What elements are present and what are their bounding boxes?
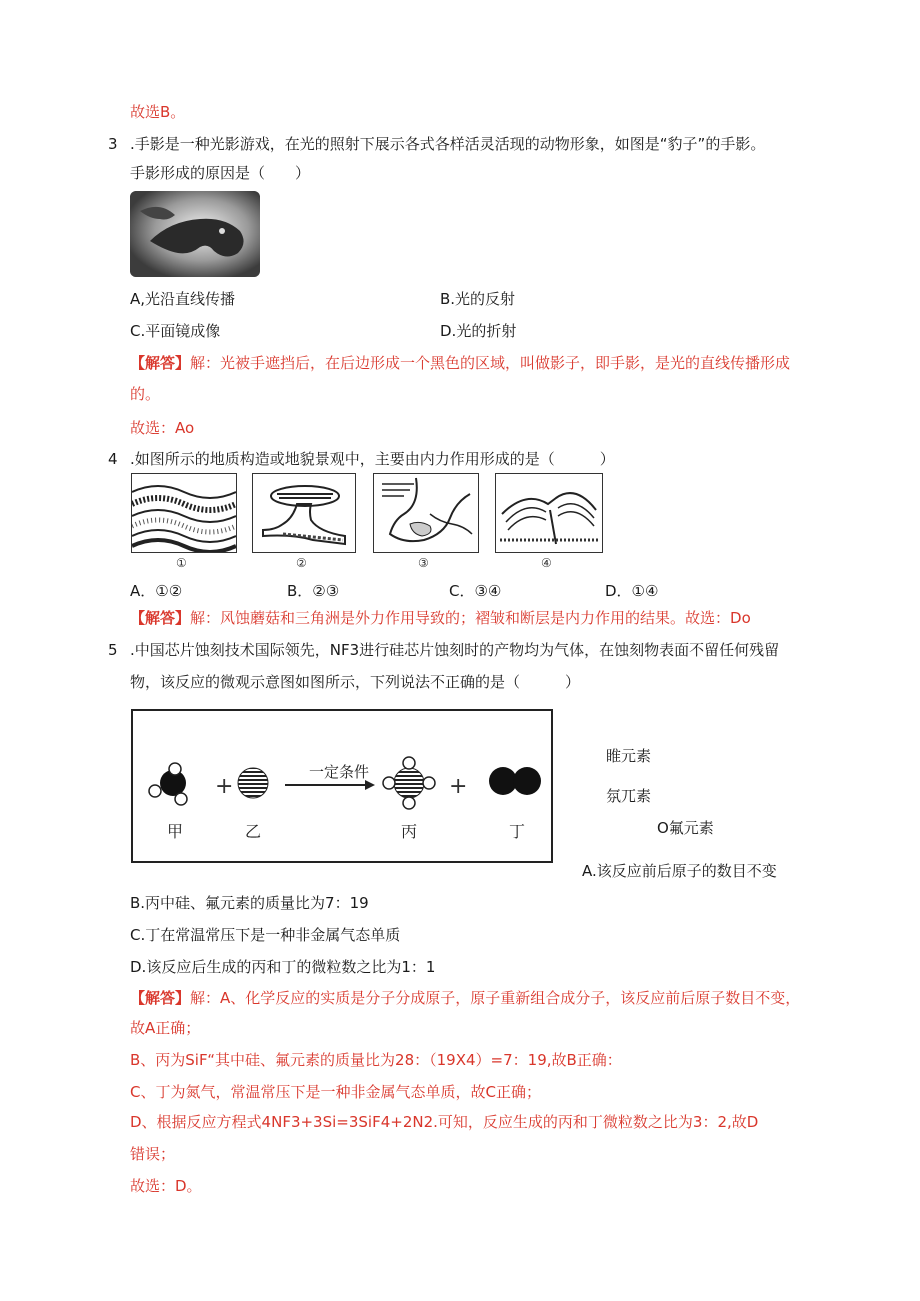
landform-figure-3 bbox=[373, 473, 479, 553]
hand-shadow-image bbox=[130, 191, 260, 277]
landform-figure-2 bbox=[252, 473, 356, 553]
q4-number: 4 bbox=[108, 450, 118, 468]
q4-option-d: D．①④ bbox=[605, 582, 659, 600]
q3-option-d: D.光的折射 bbox=[440, 322, 517, 340]
label-ding: 丁 bbox=[509, 822, 526, 841]
figure-label-4: ④ bbox=[541, 556, 552, 570]
plus-sign-2: + bbox=[449, 774, 468, 799]
figure-label-2: ② bbox=[296, 556, 307, 570]
label-bing: 丙 bbox=[401, 822, 418, 841]
legend-item-3: O氟元素 bbox=[657, 819, 714, 837]
molecule-bing-si bbox=[394, 768, 424, 798]
q4-answer-tag: 【解答】 bbox=[130, 609, 191, 627]
molecule-ding-n1 bbox=[489, 767, 517, 795]
q3-choice: 故选：Ao bbox=[130, 419, 195, 437]
q3-answer-text: 解：光被手遮挡后，在后边形成一个黑色的区域，叫做影子，即手影，是光的直线传播形成 bbox=[190, 354, 791, 372]
figure-label-1: ① bbox=[176, 556, 187, 570]
q3-answer-tag: 【解答】 bbox=[130, 354, 191, 372]
label-yi: 乙 bbox=[245, 822, 262, 841]
q3-stem-line1: .手影是一种光影游戏，在光的照射下展示各式各样活灵活现的动物形象，如图是“豹子”的手影。 bbox=[130, 135, 766, 153]
q5-answer-line5: D、根据反应方程式4NF3+3Si=3SiF4+2N2.可知，反应生成的丙和丁微粒数之比为3：2,故D bbox=[130, 1113, 759, 1131]
reaction-molecules bbox=[133, 711, 551, 861]
fold-illustration bbox=[132, 474, 236, 552]
q4-answer-line bbox=[130, 608, 751, 628]
q5-answer-line2: 故A正确； bbox=[130, 1019, 201, 1037]
q5-stem-line1: .中国芯片蚀刻技术国际领先，NF3进行硅芯片蚀刻时的产物均为气体，在蚀刻物表面不留任何残留 bbox=[130, 641, 780, 659]
q5-option-b: B.丙中硅、氟元素的质量比为7：19 bbox=[130, 894, 369, 912]
mushroom-rock-illustration bbox=[253, 474, 355, 552]
q3-option-c: C.平面镜成像 bbox=[130, 322, 221, 340]
q5-answer-text-1: 解：A、化学反应的实质是分子分成原子，原子重新组合成分子，该反应前后原子数目不变， bbox=[190, 989, 801, 1007]
molecule-ding-n2 bbox=[513, 767, 541, 795]
q5-option-d: D.该反应后生成的丙和丁的微粒数之比为1：1 bbox=[130, 958, 436, 976]
previous-answer: 故选B。 bbox=[130, 103, 186, 121]
q5-answer-line4: C、丁为氮气，常温常压下是一种非金属气态单质，故C正确； bbox=[130, 1083, 541, 1101]
q4-option-a: A．①② bbox=[130, 582, 183, 600]
q3-stem-line2: 手影形成的原因是（ ） bbox=[130, 164, 311, 182]
q4-option-c: C．③④ bbox=[449, 582, 502, 600]
fault-illustration bbox=[496, 474, 602, 552]
q5-answer-line6: 错误； bbox=[130, 1145, 176, 1163]
condition-label: 一定条件 bbox=[309, 763, 370, 781]
q5-stem-line2: 物，该反应的微观示意图如图所示，下列说法不正确的是（ ） bbox=[130, 673, 581, 691]
q4-option-b: B．②③ bbox=[287, 582, 340, 600]
landform-figure-4 bbox=[495, 473, 603, 553]
q5-answer-line1 bbox=[130, 988, 800, 1008]
label-jia: 甲 bbox=[167, 822, 184, 841]
q4-answer-text: 解：风蚀蘑菇和三角洲是外力作用导致的；褶皱和断层是内力作用的结果。故选：Do bbox=[190, 609, 751, 627]
q3-answer-line1 bbox=[130, 353, 790, 373]
q5-option-a: A.该反应前后原子的数目不变 bbox=[582, 862, 777, 880]
figure-label-3: ③ bbox=[418, 556, 429, 570]
q5-option-c: C.丁在常温常压下是一种非金属气态单质 bbox=[130, 926, 401, 944]
q3-answer-line2: 的。 bbox=[130, 385, 161, 403]
q5-answer-tag: 【解答】 bbox=[130, 989, 191, 1007]
q5-answer-line7: 故选：D。 bbox=[130, 1177, 202, 1195]
q3-option-a: A,光沿直线传播 bbox=[130, 290, 236, 308]
delta-illustration bbox=[374, 474, 478, 552]
landform-figure-1 bbox=[131, 473, 237, 553]
legend-item-1: 睢元素 bbox=[606, 747, 652, 765]
legend-item-2: 氛兀素 bbox=[606, 787, 652, 805]
q3-number: 3 bbox=[108, 135, 118, 153]
q4-stem: .如图所示的地质构造或地貌景观中，主要由内力作用形成的是（ ） bbox=[130, 450, 615, 468]
q5-answer-line3: B、丙为SiF“其中硅、氟元素的质量比为28：（19X4）=7：19,故B正确： bbox=[130, 1051, 622, 1069]
q5-number: 5 bbox=[108, 641, 118, 659]
q3-option-b: B.光的反射 bbox=[440, 290, 516, 308]
plus-sign-1: + bbox=[215, 774, 234, 799]
hand-shadow-illustration bbox=[130, 191, 260, 277]
molecule-yi-si bbox=[238, 768, 268, 798]
reaction-diagram bbox=[131, 709, 553, 863]
